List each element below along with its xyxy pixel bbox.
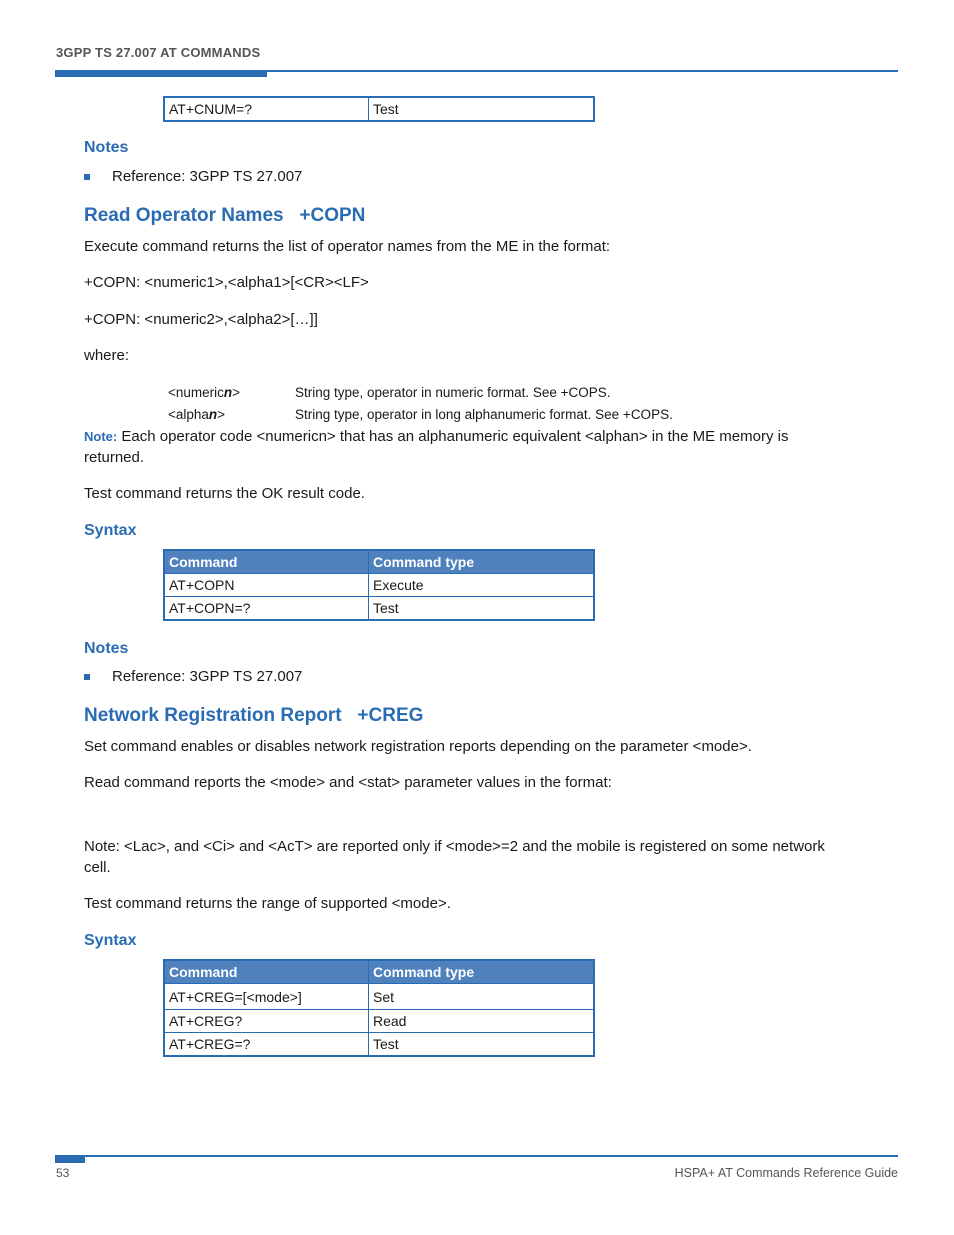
param-name: <alphan> — [168, 407, 226, 422]
note-paragraph — [84, 426, 864, 468]
paragraph: Test command returns the OK result code. — [84, 485, 365, 502]
param-description: String type, operator in long alphanumeric format. See +COPS. — [295, 407, 673, 422]
table-cell-type: Execute — [369, 574, 595, 597]
section-heading-creg: Network Registration Report +CREG — [84, 705, 424, 726]
paragraph: Test command returns the range of supported <mode>. — [84, 895, 451, 912]
table-row — [164, 984, 594, 1010]
table-header-row — [164, 550, 594, 574]
param-row — [168, 407, 768, 425]
footer-accent-bar — [55, 1155, 85, 1163]
param-name: <numericn> — [168, 385, 241, 400]
bullet-square-icon — [84, 174, 90, 180]
section-heading-copn: Read Operator Names +COPN — [84, 205, 366, 226]
column-header-command: Command — [164, 960, 369, 984]
param-row — [168, 385, 768, 403]
paragraph: Set command enables or disables network registration reports depending on the parameter <mode>. — [84, 738, 752, 755]
format-line-2: +COPN: <numeric2>,<alpha2>[…]] — [84, 311, 318, 328]
table-cell-command: AT+COPN=? — [164, 597, 369, 621]
note-text-continued: cell. — [84, 859, 111, 876]
footer-document-title: HSPA+ AT Commands Reference Guide — [674, 1166, 898, 1180]
paragraph: Execute command returns the list of operator names from the ME in the format: — [84, 238, 611, 255]
table-cell-command: AT+CREG=[<mode>] — [164, 984, 369, 1010]
creg-syntax-table — [163, 959, 595, 1057]
note-paragraph — [84, 836, 874, 878]
table-cell-command: AT+COPN — [164, 574, 369, 597]
note-text: Each operator code <numericn> that has an alphanumeric equivalent <alphan> in the ME memory is — [117, 428, 789, 445]
table-cell-command: AT+CREG=? — [164, 1033, 369, 1057]
bullet-square-icon — [84, 674, 90, 680]
note-text-continued: returned. — [84, 449, 145, 466]
table-row — [164, 1010, 594, 1033]
table-cell-command: AT+CREG? — [164, 1010, 369, 1033]
notes-item-text: Reference: 3GPP TS 27.007 — [112, 668, 303, 685]
paragraph: Read command reports the <mode> and <stat> parameter values in the format: — [84, 774, 612, 791]
table-row — [164, 574, 594, 597]
table-cell-command: AT+CNUM=? — [164, 97, 369, 121]
column-header-command: Command — [164, 550, 369, 574]
page-number: 53 — [56, 1166, 70, 1180]
header-accent-bar — [55, 70, 267, 77]
note-label: Note: — [84, 429, 118, 444]
param-description: String type, operator in numeric format. See +COPS. — [295, 385, 611, 400]
syntax-heading: Syntax — [84, 932, 137, 949]
footer-rule — [55, 1155, 898, 1157]
note-text: Note: <Lac>, and <Ci> and <AcT> are reported only if <mode>=2 and the mobile is registered on some network — [84, 838, 825, 855]
format-line-1: +COPN: <numeric1>,<alpha1>[<CR><LF> — [84, 274, 369, 291]
table-row — [164, 1033, 594, 1057]
where-label: where: — [84, 347, 130, 364]
syntax-heading: Syntax — [84, 522, 137, 539]
running-header-title: 3GPP TS 27.007 AT COMMANDS — [56, 45, 261, 60]
table-cell-type: Test — [369, 97, 595, 121]
notes-heading: Notes — [84, 139, 129, 156]
table-header-row — [164, 960, 594, 984]
notes-list-item — [84, 668, 584, 688]
table-cell-type: Test — [369, 597, 595, 621]
notes-list-item — [84, 168, 584, 188]
table-row — [164, 597, 594, 621]
notes-heading: Notes — [84, 640, 129, 657]
copn-syntax-table — [163, 549, 595, 621]
table-cell-type: Read — [369, 1010, 595, 1033]
table-row — [164, 97, 594, 121]
table-cell-type: Test — [369, 1033, 595, 1057]
column-header-type: Command type — [369, 550, 595, 574]
cnum-syntax-table — [163, 96, 595, 122]
column-header-type: Command type — [369, 960, 595, 984]
notes-item-text: Reference: 3GPP TS 27.007 — [112, 168, 303, 185]
table-cell-type: Set — [369, 984, 595, 1010]
